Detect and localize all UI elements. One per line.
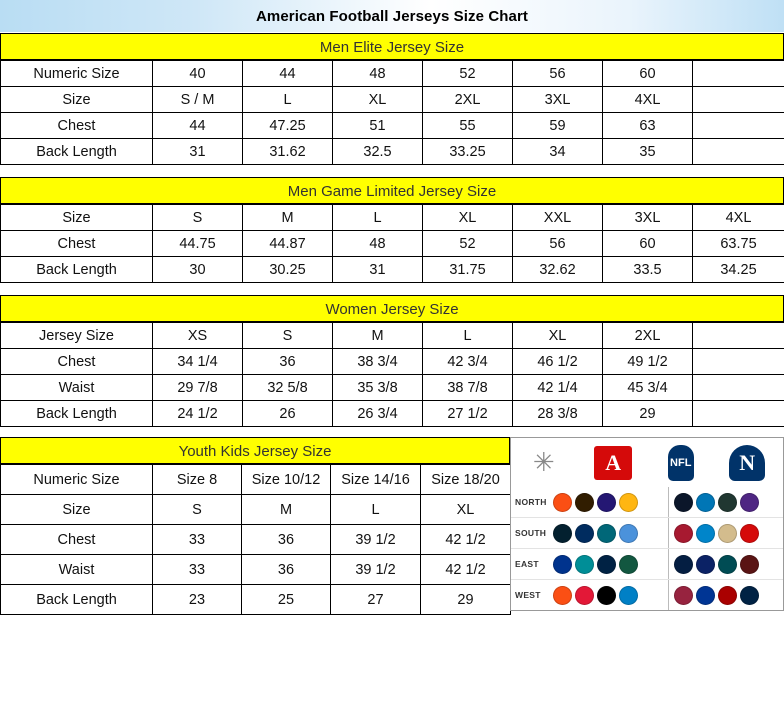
row-label: Waist — [1, 555, 153, 585]
section-youth-and-logos — [0, 437, 784, 615]
table-row — [1, 465, 511, 495]
section-women — [0, 295, 784, 427]
team-logo-icon — [696, 555, 715, 574]
nfc-west-teams — [669, 580, 784, 610]
row-label: Jersey Size — [1, 323, 153, 349]
cell: 36 — [243, 349, 333, 375]
team-logo-icon — [718, 555, 737, 574]
team-logo-icon — [597, 586, 616, 605]
division-label: NORTH — [515, 497, 547, 507]
row-label: Size — [1, 87, 153, 113]
cell: 25 — [242, 585, 331, 615]
division-label: EAST — [515, 559, 539, 569]
row-label: Chest — [1, 113, 153, 139]
cell: 27 1/2 — [423, 401, 513, 427]
cell: 31 — [333, 257, 423, 283]
cell: L — [423, 323, 513, 349]
team-logo-icon — [674, 555, 693, 574]
cell: 32.62 — [513, 257, 603, 283]
division-row-east — [511, 549, 783, 580]
cell: 44.75 — [153, 231, 243, 257]
cell: Size 18/20 — [421, 465, 511, 495]
cell: 42 1/2 — [421, 555, 511, 585]
cell: 30 — [153, 257, 243, 283]
cell: 27 — [331, 585, 421, 615]
cell: 3XL — [603, 205, 693, 231]
table-row — [1, 555, 511, 585]
team-logo-icon — [696, 524, 715, 543]
cell: S — [153, 205, 243, 231]
cell: 29 — [421, 585, 511, 615]
team-logo-icon — [718, 586, 737, 605]
table-men-elite — [0, 60, 784, 165]
cell: 2XL — [603, 323, 693, 349]
cell: 44 — [243, 61, 333, 87]
cell: XL — [421, 495, 511, 525]
team-logo-icon — [674, 493, 693, 512]
cell: 26 3/4 — [333, 401, 423, 427]
table-row — [1, 525, 511, 555]
cell-empty — [693, 61, 784, 87]
cell: 4XL — [603, 87, 693, 113]
row-label: Chest — [1, 525, 153, 555]
section-youth — [0, 437, 510, 615]
cell-empty — [693, 323, 784, 349]
nfc-east-teams — [669, 549, 784, 579]
division-logo-grid — [510, 487, 784, 611]
cell-empty — [693, 87, 784, 113]
cell: L — [333, 205, 423, 231]
cell: 34 — [513, 139, 603, 165]
cell: M — [242, 495, 331, 525]
table-row — [1, 257, 784, 283]
row-label: Chest — [1, 349, 153, 375]
cell: 56 — [513, 61, 603, 87]
cell: XS — [153, 323, 243, 349]
afc-logo-icon: A — [594, 446, 632, 480]
table-youth — [0, 464, 511, 615]
cell: 30.25 — [243, 257, 333, 283]
cell: M — [333, 323, 423, 349]
section-heading-men-game-limited: Men Game Limited Jersey Size — [0, 177, 784, 204]
section-heading-youth: Youth Kids Jersey Size — [0, 437, 510, 464]
cell: 44.87 — [243, 231, 333, 257]
nfl-shield-icon: NFL — [668, 445, 694, 481]
cell: 26 — [243, 401, 333, 427]
cell: XL — [333, 87, 423, 113]
team-logo-icon — [740, 493, 759, 512]
cell: S — [243, 323, 333, 349]
team-logo-icon — [740, 586, 759, 605]
cell: 45 3/4 — [603, 375, 693, 401]
cell: XL — [423, 205, 513, 231]
table-row — [1, 113, 784, 139]
row-label: Back Length — [1, 585, 153, 615]
team-logo-icon — [619, 493, 638, 512]
team-logo-icon — [575, 493, 594, 512]
division-row-north — [511, 487, 783, 518]
cell: 36 — [242, 525, 331, 555]
cell: 52 — [423, 231, 513, 257]
team-logo-icon — [575, 586, 594, 605]
team-logo-icon — [740, 555, 759, 574]
cell: 34.25 — [693, 257, 784, 283]
team-logo-icon — [740, 524, 759, 543]
row-label: Back Length — [1, 401, 153, 427]
section-spacer — [0, 283, 784, 295]
afc-east-teams — [553, 549, 669, 579]
cell: 32.5 — [333, 139, 423, 165]
cell: 35 — [603, 139, 693, 165]
team-logo-icon — [553, 493, 572, 512]
division-label: SOUTH — [515, 528, 547, 538]
cell: 31 — [153, 139, 243, 165]
section-men-elite — [0, 33, 784, 165]
table-row — [1, 349, 784, 375]
row-label: Waist — [1, 375, 153, 401]
table-women — [0, 322, 784, 427]
cell: 60 — [603, 61, 693, 87]
team-logo-icon — [553, 555, 572, 574]
cell-empty — [693, 401, 784, 427]
cell: 4XL — [693, 205, 784, 231]
team-logo-icon — [597, 524, 616, 543]
cell: 63.75 — [693, 231, 784, 257]
cell-empty — [693, 139, 784, 165]
cell: 38 3/4 — [333, 349, 423, 375]
cell: 49 1/2 — [603, 349, 693, 375]
table-row — [1, 495, 511, 525]
division-row-west — [511, 580, 783, 610]
cell: 47.25 — [243, 113, 333, 139]
team-logo-icon — [718, 524, 737, 543]
team-logo-icon — [575, 555, 594, 574]
team-logo-icon — [575, 524, 594, 543]
nfc-north-teams — [669, 487, 784, 517]
cell: 29 7/8 — [153, 375, 243, 401]
row-label: Numeric Size — [1, 465, 153, 495]
table-row — [1, 375, 784, 401]
table-row — [1, 87, 784, 113]
team-logo-icon — [696, 493, 715, 512]
afc-south-teams — [553, 518, 669, 548]
cell: 60 — [603, 231, 693, 257]
cell: 39 1/2 — [331, 525, 421, 555]
cell: 55 — [423, 113, 513, 139]
cell: 39 1/2 — [331, 555, 421, 585]
cell: L — [331, 495, 421, 525]
cell: 31.62 — [243, 139, 333, 165]
team-logo-icon — [696, 586, 715, 605]
cell: 32 5/8 — [243, 375, 333, 401]
nfc-south-teams — [669, 518, 784, 548]
team-logo-icon — [619, 524, 638, 543]
cell: 52 — [423, 61, 513, 87]
section-heading-men-elite: Men Elite Jersey Size — [0, 33, 784, 60]
page-title: American Football Jerseys Size Chart — [255, 7, 529, 25]
cell: 33 — [153, 555, 242, 585]
cell: 42 1/4 — [513, 375, 603, 401]
section-men-game-limited — [0, 177, 784, 283]
cell: 24 1/2 — [153, 401, 243, 427]
cell: L — [243, 87, 333, 113]
cell: 51 — [333, 113, 423, 139]
cell: 23 — [153, 585, 242, 615]
row-label: Size — [1, 495, 153, 525]
table-row — [1, 205, 784, 231]
page-title-bar — [0, 0, 784, 33]
team-logo-icon — [674, 524, 693, 543]
row-label: Numeric Size — [1, 61, 153, 87]
cell: 28 3/8 — [513, 401, 603, 427]
row-label: Chest — [1, 231, 153, 257]
cell: 29 — [603, 401, 693, 427]
cell: Size 8 — [153, 465, 242, 495]
cell: 38 7/8 — [423, 375, 513, 401]
division-row-south — [511, 518, 783, 549]
cell: 56 — [513, 231, 603, 257]
cell-empty — [693, 113, 784, 139]
cell-empty — [693, 375, 784, 401]
cell: 33.25 — [423, 139, 513, 165]
cell: 33 — [153, 525, 242, 555]
cell: Size 10/12 — [242, 465, 331, 495]
cell: XL — [513, 323, 603, 349]
cell: 42 3/4 — [423, 349, 513, 375]
section-spacer — [0, 427, 784, 437]
table-row — [1, 323, 784, 349]
team-logo-icon — [619, 586, 638, 605]
team-logo-icon — [553, 586, 572, 605]
team-logo-icon — [674, 586, 693, 605]
team-logo-icon — [597, 493, 616, 512]
cell: 36 — [242, 555, 331, 585]
league-logos-panel — [510, 437, 784, 611]
table-men-game-limited — [0, 204, 784, 283]
cell: M — [243, 205, 333, 231]
cell: Size 14/16 — [331, 465, 421, 495]
cell: XXL — [513, 205, 603, 231]
section-heading-women: Women Jersey Size — [0, 295, 784, 322]
section-spacer — [0, 165, 784, 177]
cell: 3XL — [513, 87, 603, 113]
cell: 35 3/8 — [333, 375, 423, 401]
cell-empty — [693, 349, 784, 375]
conference-emblem-row — [510, 437, 784, 487]
cell: 48 — [333, 61, 423, 87]
afc-north-teams — [553, 487, 669, 517]
nfc-logo-icon: N — [729, 445, 765, 481]
table-row — [1, 585, 511, 615]
division-label: WEST — [515, 590, 541, 600]
team-logo-icon — [597, 555, 616, 574]
table-row — [1, 401, 784, 427]
table-row — [1, 61, 784, 87]
row-label: Back Length — [1, 257, 153, 283]
cell: 42 1/2 — [421, 525, 511, 555]
cell: S — [153, 495, 242, 525]
table-row — [1, 139, 784, 165]
cell: 40 — [153, 61, 243, 87]
cell: 33.5 — [603, 257, 693, 283]
row-label: Size — [1, 205, 153, 231]
cell: 63 — [603, 113, 693, 139]
cell: S / M — [153, 87, 243, 113]
cell: 34 1/4 — [153, 349, 243, 375]
star-emblem-icon: ✳ — [532, 447, 555, 477]
cell: 31.75 — [423, 257, 513, 283]
cell: 44 — [153, 113, 243, 139]
cell: 59 — [513, 113, 603, 139]
cell: 48 — [333, 231, 423, 257]
team-logo-icon — [619, 555, 638, 574]
row-label: Back Length — [1, 139, 153, 165]
cell: 46 1/2 — [513, 349, 603, 375]
afc-west-teams — [553, 580, 669, 610]
cell: 2XL — [423, 87, 513, 113]
team-logo-icon — [553, 524, 572, 543]
team-logo-icon — [718, 493, 737, 512]
table-row — [1, 231, 784, 257]
